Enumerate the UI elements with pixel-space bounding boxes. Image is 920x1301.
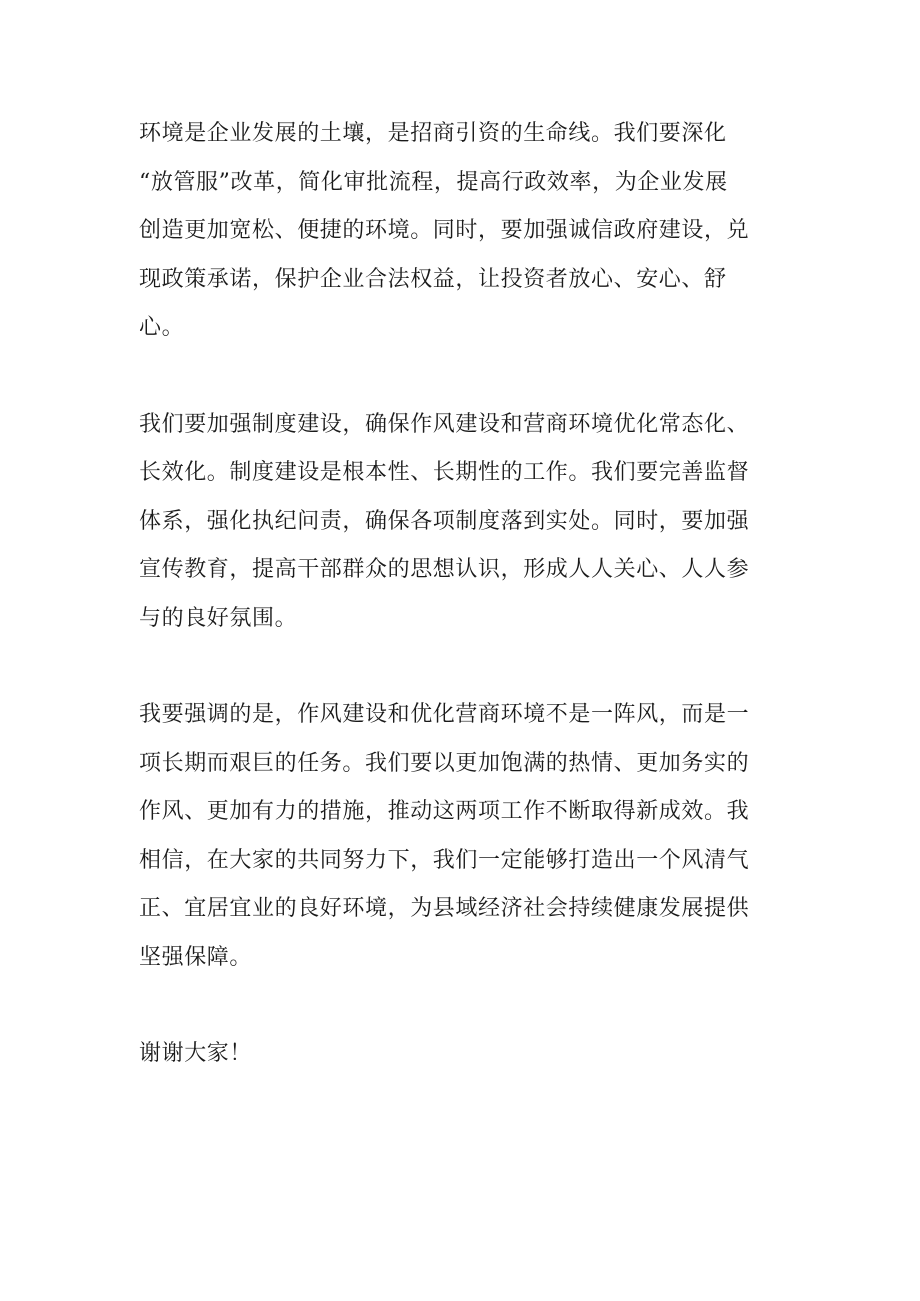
paragraph-business-environment [139, 110, 779, 353]
text-line: 与的良好氛围。 [139, 605, 298, 631]
text-line: “放管服”改革，简化审批流程，提高行政效率，为企业发展 [139, 169, 728, 195]
closing-thanks: 谢谢大家！ [139, 1041, 253, 1066]
text-line: 我们要加强制度建设，确保作风建设和营商环境优化常态化、 [139, 411, 750, 437]
text-line: 正、宜居宜业的良好环境，为县域经济社会持续健康发展提供 [139, 896, 750, 921]
text-line: 项长期而艰巨的任务。我们要以更加饱满的热情、更加务实的 [139, 750, 750, 776]
text-line: 宣传教育，提高干部群众的思想认识，形成人人关心、人人参 [139, 557, 750, 582]
text-line: 现政策承诺，保护企业合法权益，让投资者放心、安心、舒 [139, 266, 727, 292]
paragraph-closing [139, 1030, 779, 1079]
text-line: 我要强调的是，作风建设和优化营商环境不是一阵风，而是一 [139, 702, 750, 727]
text-line: 作风、更加有力的措施，推动这两项工作不断取得新成效。我 [139, 799, 750, 824]
text-line: 体系，强化执纪问责，确保各项制度落到实处。同时，要加强 [139, 508, 750, 534]
text-line: 心。 [139, 315, 185, 340]
text-line: 环境是企业发展的土壤，是招商引资的生命线。我们要深化 [139, 121, 727, 146]
text-line: 长效化。制度建设是根本性、长期性的工作。我们要完善监督 [139, 460, 750, 485]
document-body [139, 110, 779, 1079]
text-line: 坚强保障。 [139, 944, 253, 970]
text-line: 相信，在大家的共同努力下，我们一定能够打造出一个风清气 [139, 847, 750, 873]
paragraph-long-term-task [139, 691, 779, 982]
paragraph-system-building [139, 401, 779, 644]
text-line: 创造更加宽松、便捷的环境。同时，要加强诚信政府建设，兑 [139, 218, 750, 243]
